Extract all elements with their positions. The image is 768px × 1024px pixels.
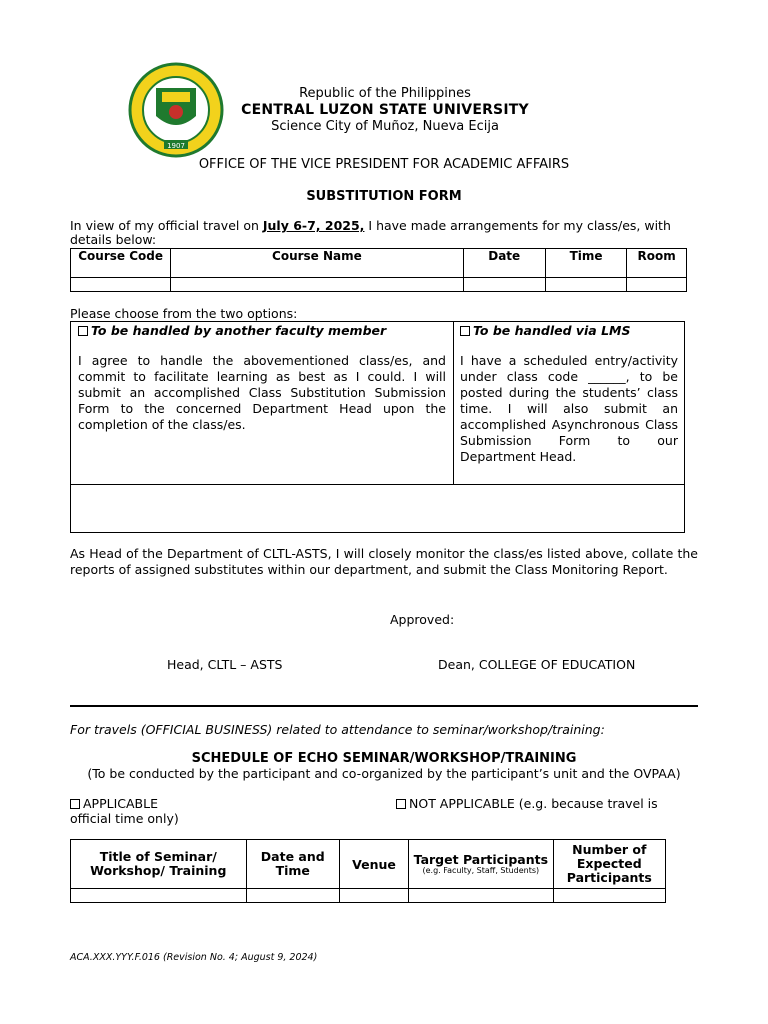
header-time: Time: [545, 249, 626, 278]
option-lms-checkbox[interactable]: [460, 326, 470, 336]
echo-table: [70, 839, 666, 903]
echo-title: SCHEDULE OF ECHO SEMINAR/WORKSHOP/TRAINING: [191, 751, 577, 766]
not-applicable-label: NOT APPLICABLE (e.g. because travel is: [409, 796, 658, 811]
header-venue: Venue: [339, 840, 408, 889]
signatory-dean: Dean, COLLEGE OF EDUCATION: [438, 657, 636, 672]
table-row: [71, 278, 687, 292]
header-room: Room: [627, 249, 687, 278]
section-divider: [70, 705, 698, 707]
not-applicable-option[interactable]: [396, 796, 658, 811]
header-date-time: Date and Time: [246, 840, 339, 889]
option-lms-body: I have a scheduled entry/activity under class code ______, to be posted during the students’ class time. I will also submit an accomplished Asynchronous Class Submission Form to our Department Head.: [460, 353, 678, 464]
header-target-participants: Target Participants (e.g. Faculty, Staff, Students): [409, 840, 553, 889]
office-name: OFFICE OF THE VICE PRESIDENT FOR ACADEMIC AFFAIRS: [198, 157, 570, 172]
applicable-checkbox[interactable]: [70, 799, 80, 809]
header-course-code: Course Code: [71, 249, 171, 278]
header-date: Date: [463, 249, 545, 278]
echo-subtitle: (To be conducted by the participant and co-organized by the participant’s unit and the OVPAA): [87, 766, 681, 781]
class-table: [70, 248, 687, 292]
head-statement: As Head of the Department of CLTL-ASTS, I will closely monitor the class/es listed above, collate the reports of assigned substitutes within our department, and submit the Class Monitoring Report.: [70, 546, 698, 577]
options-box: [70, 321, 685, 533]
option-lms[interactable]: [460, 323, 678, 338]
class-table-header: [71, 249, 687, 278]
header-seminar-title: Title of Seminar/ Workshop/ Training: [71, 840, 247, 889]
seal-year: 1907: [167, 142, 185, 150]
form-code: ACA.XXX.YYY.F.016 (Revision No. 4; August 9, 2024): [70, 952, 318, 963]
option-faculty-body: I agree to handle the abovementioned class/es, and commit to facilitate learning as best as I could. I will submit an accomplished Class Substitution Submission Form to the concerned Department Head upon the completion of the class/es.: [78, 353, 446, 432]
cell-course-code[interactable]: [71, 278, 171, 292]
options-divider-horizontal: [71, 484, 684, 485]
option-lms-title: To be handled via LMS: [473, 323, 631, 338]
university-name: CENTRAL LUZON STATE UNIVERSITY: [241, 102, 529, 118]
header-expected-participants: Number of Expected Participants: [553, 840, 665, 889]
form-title: SUBSTITUTION FORM: [306, 189, 462, 204]
intro-paragraph: In view of my official travel on July 6-7, 2025, I have made arrangements for my class/es, with details below:: [70, 218, 671, 247]
university-seal: [128, 62, 224, 158]
cell-date[interactable]: [463, 278, 545, 292]
approved-label: Approved:: [390, 612, 455, 627]
option-faculty-title: To be handled by another faculty member: [91, 323, 387, 338]
cell-course-name[interactable]: [171, 278, 463, 292]
travel-date: July 6-7, 2025,: [262, 218, 365, 233]
not-applicable-label-cont: official time only): [70, 811, 179, 826]
not-applicable-checkbox[interactable]: [396, 799, 406, 809]
applicable-label: APPLICABLE: [83, 796, 158, 811]
cell-target-participants[interactable]: [409, 889, 553, 903]
options-prompt: Please choose from the two options:: [70, 306, 298, 321]
cell-seminar-title[interactable]: [71, 889, 247, 903]
options-divider: [453, 322, 454, 484]
target-participants-note: (e.g. Faculty, Staff, Students): [422, 866, 540, 875]
header-course-name: Course Name: [171, 249, 463, 278]
cell-time[interactable]: [545, 278, 626, 292]
republic-line: Republic of the Philippines: [299, 86, 471, 101]
applicable-option[interactable]: [70, 796, 158, 811]
cell-expected-participants[interactable]: [553, 889, 665, 903]
echo-note: For travels (OFFICIAL BUSINESS) related to attendance to seminar/workshop/training:: [70, 722, 605, 737]
cell-room[interactable]: [627, 278, 687, 292]
option-faculty-checkbox[interactable]: [78, 326, 88, 336]
table-row: [71, 889, 666, 903]
signatory-head: Head, CLTL – ASTS: [167, 657, 283, 672]
cell-venue[interactable]: [339, 889, 408, 903]
cell-date-time[interactable]: [246, 889, 339, 903]
echo-table-header: [71, 840, 666, 889]
university-location: Science City of Muñoz, Nueva Ecija: [271, 119, 499, 134]
option-faculty[interactable]: [78, 323, 446, 338]
